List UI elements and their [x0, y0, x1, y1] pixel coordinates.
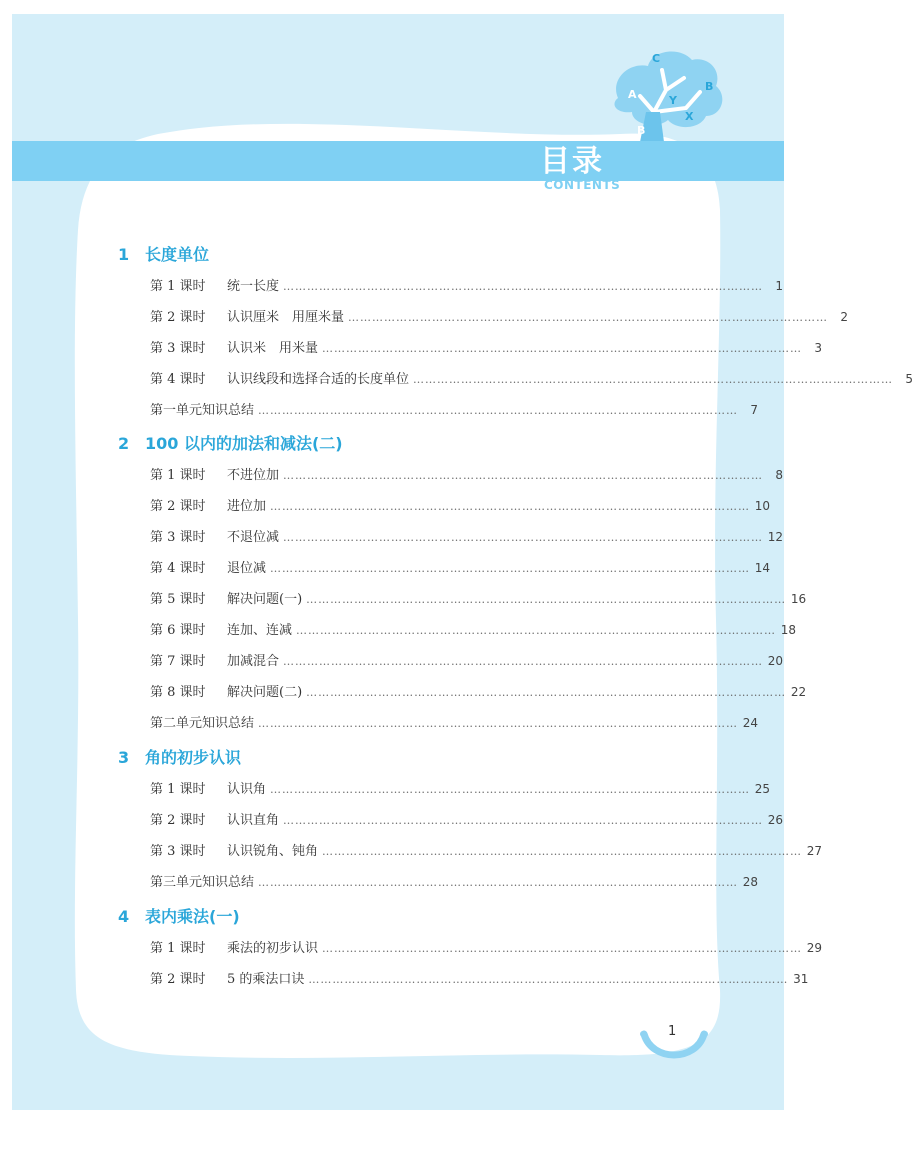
page-ref: 27 — [806, 844, 823, 858]
title-banner — [12, 141, 784, 181]
toc-entry[interactable] — [150, 937, 823, 957]
page-ref: 14 — [754, 561, 771, 575]
topic-title: 不进位加 — [227, 468, 280, 483]
toc-entry[interactable] — [150, 306, 849, 326]
unit-number: 3 — [118, 748, 130, 767]
page-ref: 25 — [754, 782, 771, 796]
lesson-label: 第 1 课时 — [150, 941, 206, 956]
dot-leader: ………………………………………………………………………………………………………… — [283, 469, 764, 482]
unit-title: 100 以内的加法和减法(二) — [145, 434, 343, 453]
dot-leader: ………………………………………………………………………………………………………… — [283, 814, 764, 827]
topic-title: 统一长度 — [227, 279, 280, 294]
lesson-label: 第 2 课时 — [150, 499, 206, 514]
unit-title: 表内乘法(一) — [145, 907, 240, 926]
topic-title: 加减混合 — [227, 654, 280, 669]
lesson-label: 第 2 课时 — [150, 972, 206, 987]
lesson-label: 第 4 课时 — [150, 561, 206, 576]
topic-title: 退位减 — [227, 561, 267, 576]
tree-letter-b: B — [705, 80, 714, 93]
page-title: 目录 — [540, 144, 604, 179]
dot-leader: ………………………………………………………………………………………………………… — [322, 942, 803, 955]
page-number: 1 — [668, 1024, 677, 1039]
page-subtitle: CONTENTS — [544, 178, 621, 192]
lesson-label: 第 6 课时 — [150, 623, 206, 638]
topic-title: 5 的乘法口诀 — [227, 972, 305, 987]
toc-summary-entry[interactable] — [150, 399, 759, 419]
dot-leader: ………………………………………………………………………………………………………… — [306, 686, 787, 699]
dot-leader: ………………………………………………………………………………………………………… — [322, 845, 803, 858]
toc-entry[interactable] — [150, 464, 784, 484]
toc-entry[interactable] — [150, 968, 809, 988]
topic-title: 认识角 — [227, 782, 267, 797]
topic-title: 认识米 用米量 — [227, 341, 319, 356]
unit-title: 长度单位 — [145, 245, 210, 264]
dot-leader: ………………………………………………………………………………………………………… — [348, 311, 829, 324]
dot-leader: ………………………………………………………………………………………………………… — [283, 655, 764, 668]
unit-heading — [118, 431, 343, 454]
tree-letter-x: X — [685, 110, 694, 123]
page-ref: 12 — [767, 530, 784, 544]
dot-leader: ………………………………………………………………………………………………………… — [296, 624, 777, 637]
toc-summary-entry[interactable] — [150, 712, 759, 732]
dot-leader: ………………………………………………………………………………………………………… — [258, 717, 739, 730]
toc-entry[interactable] — [150, 840, 823, 860]
lesson-label: 第 3 课时 — [150, 341, 206, 356]
toc-entry[interactable] — [150, 368, 913, 388]
lesson-label: 第 3 课时 — [150, 844, 206, 859]
unit-number: 4 — [118, 907, 130, 926]
toc-summary-entry[interactable] — [150, 871, 759, 891]
lesson-label: 第 2 课时 — [150, 813, 206, 828]
lesson-label: 第 4 课时 — [150, 372, 206, 387]
page-ref: 22 — [790, 685, 807, 699]
unit-heading — [118, 904, 240, 927]
page-ref: 1 — [775, 279, 784, 293]
page-ref: 31 — [793, 972, 809, 986]
toc-entry[interactable] — [150, 526, 784, 546]
page-ref: 2 — [840, 310, 849, 324]
dot-leader: ………………………………………………………………………………………………………… — [258, 404, 739, 417]
unit-title: 角的初步认识 — [145, 748, 242, 767]
dot-leader: ………………………………………………………………………………………………………… — [283, 280, 764, 293]
unit-heading — [118, 242, 209, 265]
page-ref: 16 — [790, 592, 807, 606]
topic-title: 进位加 — [227, 499, 267, 514]
sparkle-right — [702, 1031, 708, 1037]
toc-entry[interactable] — [150, 495, 771, 515]
page-ref: 7 — [750, 403, 759, 417]
page-ref: 10 — [754, 499, 771, 513]
dot-leader: ………………………………………………………………………………………………………… — [270, 562, 751, 575]
toc-entry[interactable] — [150, 557, 771, 577]
sparkle-left — [640, 1031, 646, 1037]
toc-entry[interactable] — [150, 650, 784, 670]
toc-entry[interactable] — [150, 681, 807, 701]
unit-number: 1 — [118, 245, 130, 264]
topic-title: 认识锐角、钝角 — [227, 844, 319, 859]
toc-entry[interactable] — [150, 778, 771, 798]
toc-entry[interactable] — [150, 588, 807, 608]
tree-letter-c: C — [652, 52, 661, 65]
toc-entry[interactable] — [150, 809, 784, 829]
lesson-label: 第 3 课时 — [150, 530, 206, 545]
lesson-label: 第 7 课时 — [150, 654, 206, 669]
summary-title: 第一单元知识总结 — [150, 403, 255, 418]
dot-leader: ………………………………………………………………………………………………………… — [308, 973, 789, 986]
lesson-label: 第 8 课时 — [150, 685, 206, 700]
dot-leader: ………………………………………………………………………………………………………… — [283, 531, 764, 544]
page-ref: 5 — [905, 372, 913, 386]
lesson-label: 第 1 课时 — [150, 782, 206, 797]
topic-title: 连加、连减 — [227, 623, 293, 638]
tree-letter-y: Y — [669, 94, 677, 107]
toc-entry[interactable] — [150, 337, 823, 357]
lesson-label: 第 1 课时 — [150, 279, 206, 294]
lesson-label: 第 2 课时 — [150, 310, 206, 325]
tree-letter-a: A — [628, 88, 637, 101]
toc-entry[interactable] — [150, 275, 784, 295]
dot-leader: ………………………………………………………………………………………………………… — [270, 500, 751, 513]
dot-leader: ………………………………………………………………………………………………………… — [413, 373, 894, 386]
dot-leader: ………………………………………………………………………………………………………… — [270, 783, 751, 796]
topic-title: 认识线段和选择合适的长度单位 — [227, 372, 410, 387]
dot-leader: ………………………………………………………………………………………………………… — [258, 876, 739, 889]
topic-title: 解决问题(二) — [227, 685, 303, 700]
dot-leader: ………………………………………………………………………………………………………… — [322, 342, 803, 355]
topic-title: 认识厘米 用厘米量 — [227, 310, 345, 325]
page-ref: 28 — [742, 875, 759, 889]
toc-entry[interactable] — [150, 619, 797, 639]
tree-letter-b2: B — [637, 124, 646, 137]
unit-heading — [118, 745, 241, 768]
topic-title: 乘法的初步认识 — [227, 941, 319, 956]
lesson-label: 第 1 课时 — [150, 468, 206, 483]
topic-title: 解决问题(一) — [227, 592, 303, 607]
lesson-label: 第 5 课时 — [150, 592, 206, 607]
dot-leader: ………………………………………………………………………………………………………… — [306, 593, 787, 606]
page-ref: 26 — [767, 813, 784, 827]
page-ref: 20 — [767, 654, 784, 668]
page-ref: 3 — [814, 341, 823, 355]
page-ref: 24 — [742, 716, 759, 730]
summary-title: 第三单元知识总结 — [150, 875, 255, 890]
summary-title: 第二单元知识总结 — [150, 716, 255, 731]
page-ref: 18 — [780, 623, 797, 637]
unit-number: 2 — [118, 434, 130, 453]
topic-title: 认识直角 — [227, 813, 280, 828]
page-ref: 8 — [775, 468, 784, 482]
topic-title: 不退位减 — [227, 530, 280, 545]
page-ref: 29 — [806, 941, 823, 955]
